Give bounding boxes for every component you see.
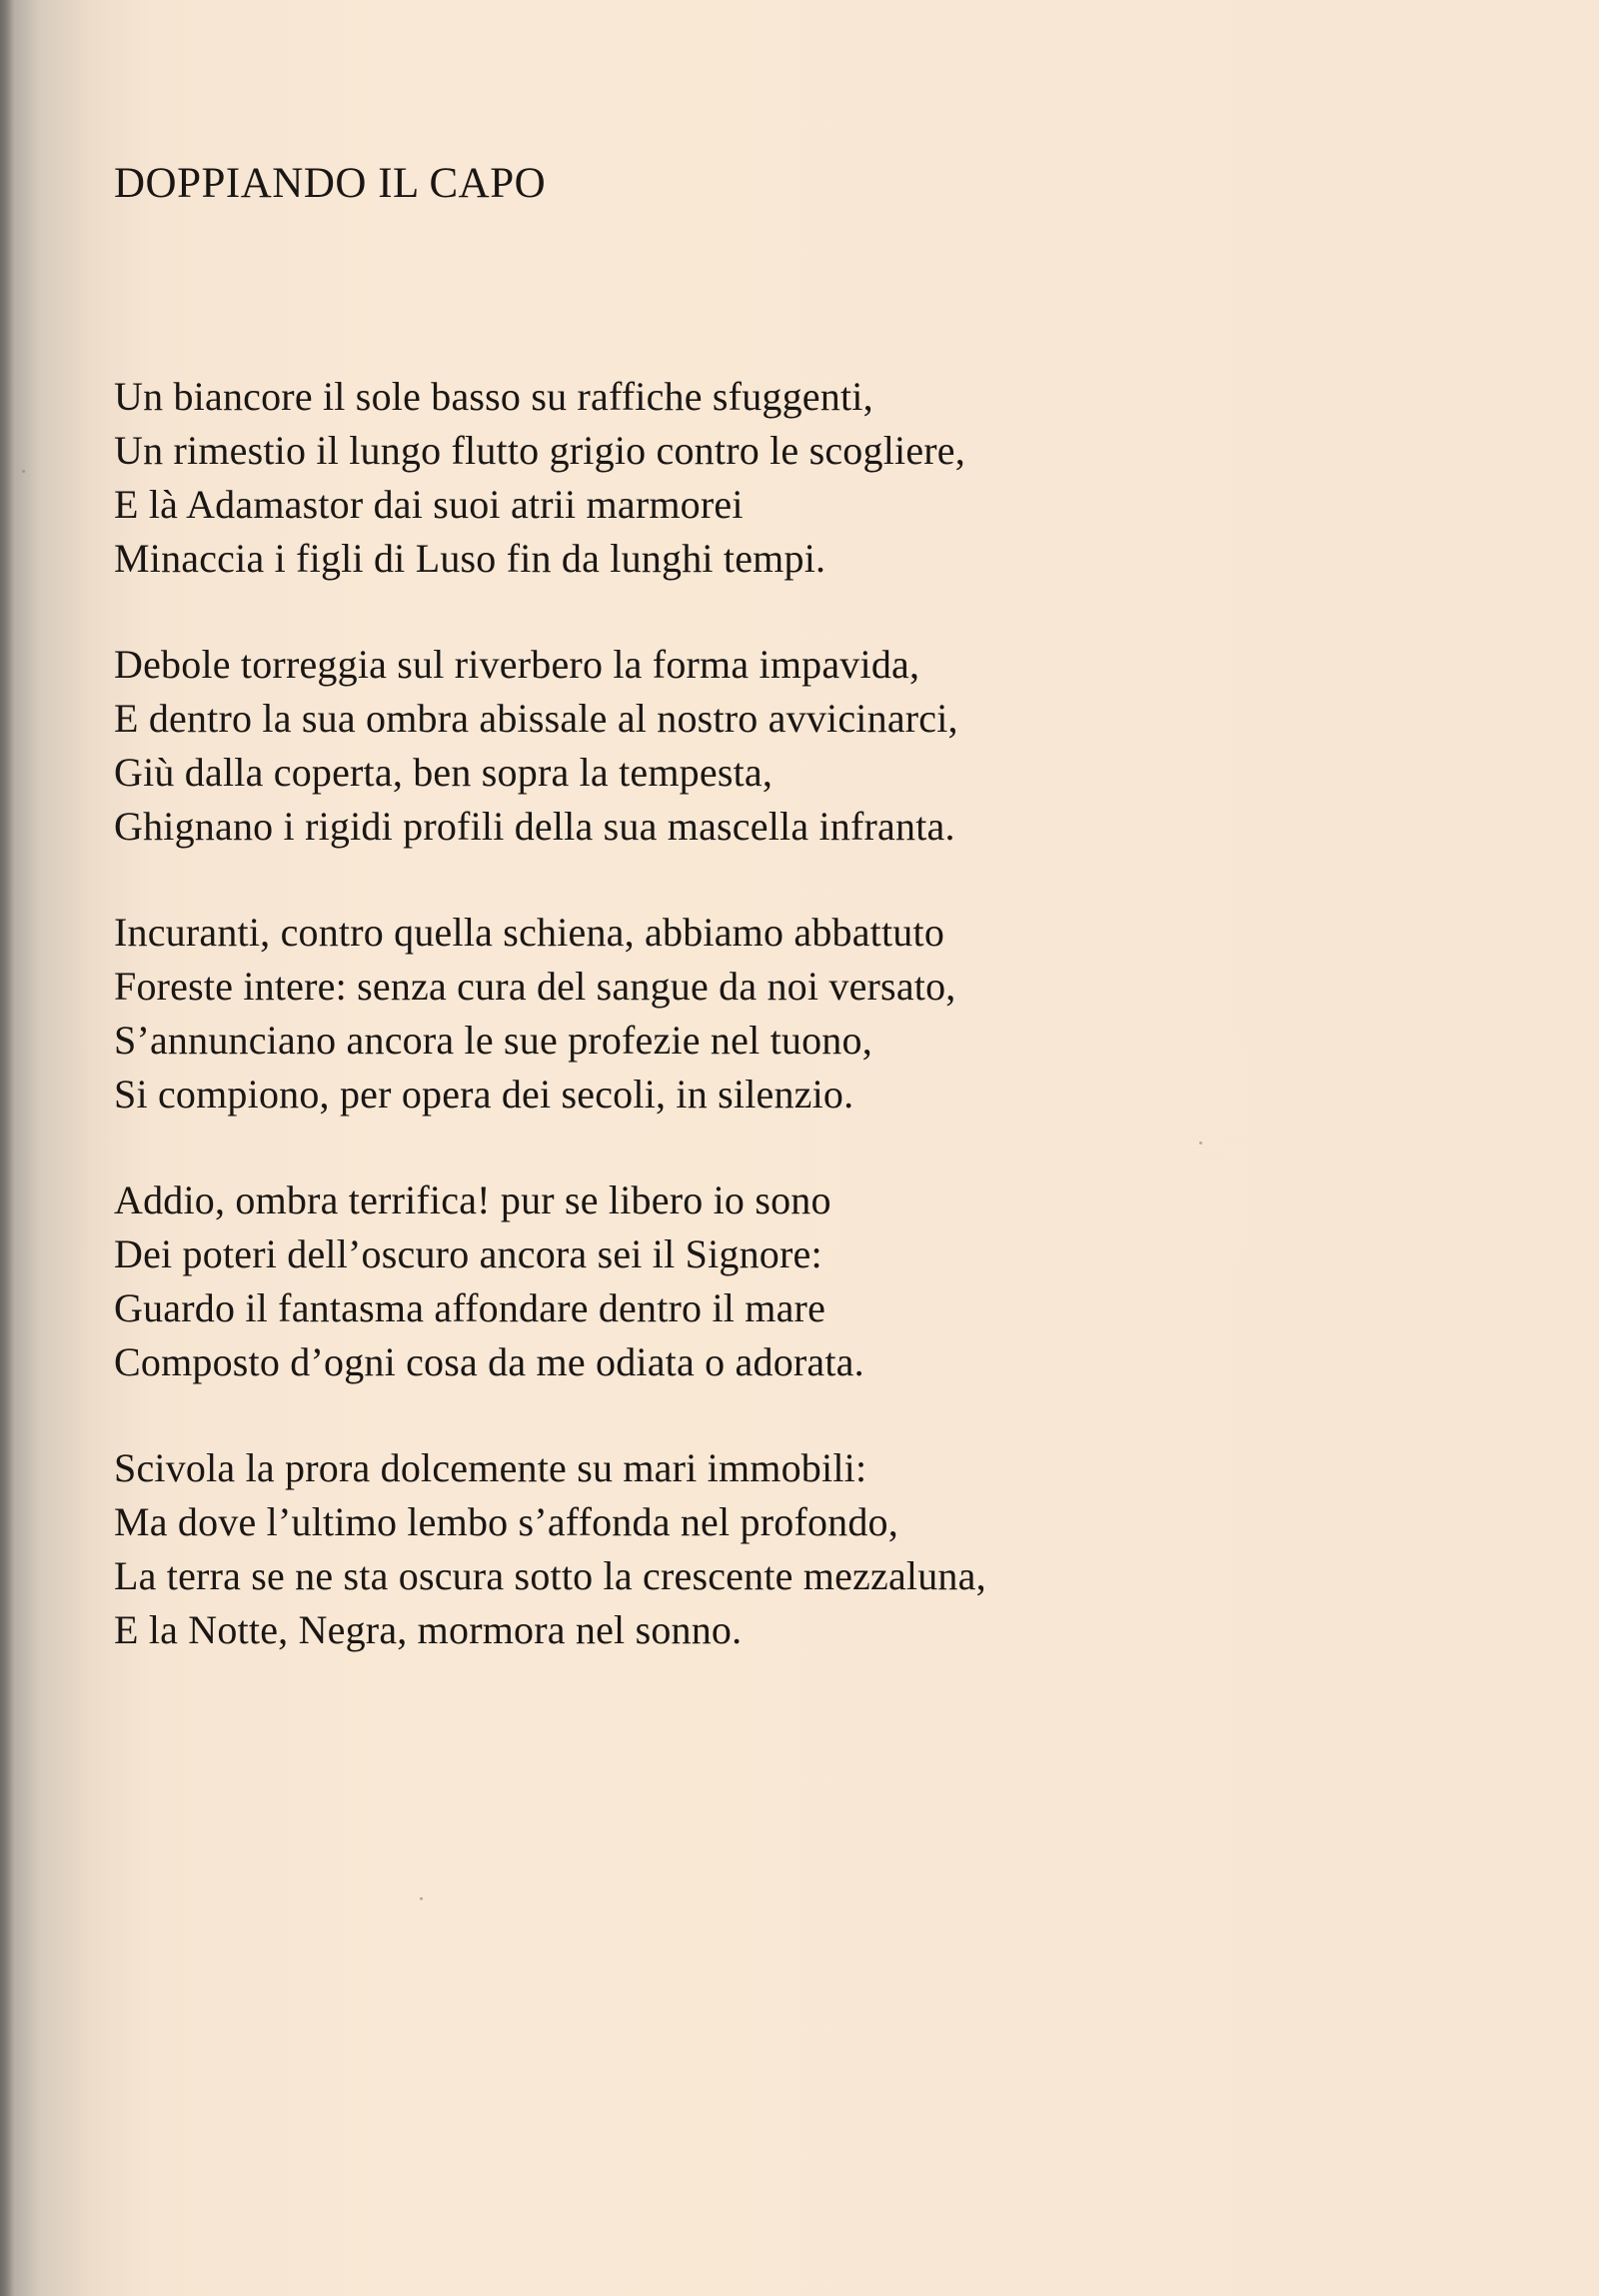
paper-speck — [22, 470, 25, 473]
verse-line: Ghignano i rigidi profili della sua mascella infranta. — [114, 804, 955, 849]
verse-line: Minaccia i figli di Luso fin da lunghi tempi. — [114, 536, 826, 581]
verse-line: E là Adamastor dai suoi atrii marmorei — [114, 482, 744, 527]
verse-line: Ma dove l’ultimo lembo s’affonda nel profondo, — [114, 1499, 898, 1544]
verse-line: Foreste intere: senza cura del sangue da noi versato, — [114, 964, 956, 1009]
stanza-2 — [114, 638, 1513, 854]
verse-line: Addio, ombra terrifica! pur se libero io sono — [114, 1177, 831, 1222]
verse-line: Dei poteri dell’oscuro ancora sei il Signore: — [114, 1231, 822, 1276]
verse-line: Un biancore il sole basso su raffiche sfuggenti, — [114, 374, 873, 419]
verse-line: Composto d’ogni cosa da me odiata o adorata. — [114, 1339, 864, 1384]
stanza-3 — [114, 906, 1513, 1122]
poem-body — [114, 370, 1513, 1709]
binding-shadow — [0, 0, 14, 2296]
stanza-4 — [114, 1173, 1513, 1389]
verse-line: E la Notte, Negra, mormora nel sonno. — [114, 1607, 743, 1652]
verse-line: Debole torreggia sul riverbero la forma impavida, — [114, 642, 920, 687]
stanza-1 — [114, 370, 1513, 586]
paper-speck — [1199, 1142, 1202, 1145]
verse-line: Un rimestio il lungo flutto grigio contro le scogliere, — [114, 428, 965, 473]
verse-line: Guardo il fantasma affondare dentro il mare — [114, 1285, 826, 1330]
verse-line: Incuranti, contro quella schiena, abbiamo abbattuto — [114, 910, 945, 955]
poem-title: DOPPIANDO IL CAPO — [114, 160, 547, 207]
paper-speck — [420, 1897, 423, 1900]
verse-line: Giù dalla coperta, ben sopra la tempesta, — [114, 750, 774, 795]
verse-line: E dentro la sua ombra abissale al nostro avvicinarci, — [114, 696, 958, 741]
verse-line: Scivola la prora dolcemente su mari immobili: — [114, 1445, 867, 1490]
verse-line: S’annunciano ancora le sue profezie nel tuono, — [114, 1018, 872, 1063]
stanza-5 — [114, 1441, 1513, 1657]
verse-line: La terra se ne sta oscura sotto la crescente mezzaluna, — [114, 1553, 986, 1598]
verse-line: Si compiono, per opera dei secoli, in silenzio. — [114, 1072, 854, 1117]
